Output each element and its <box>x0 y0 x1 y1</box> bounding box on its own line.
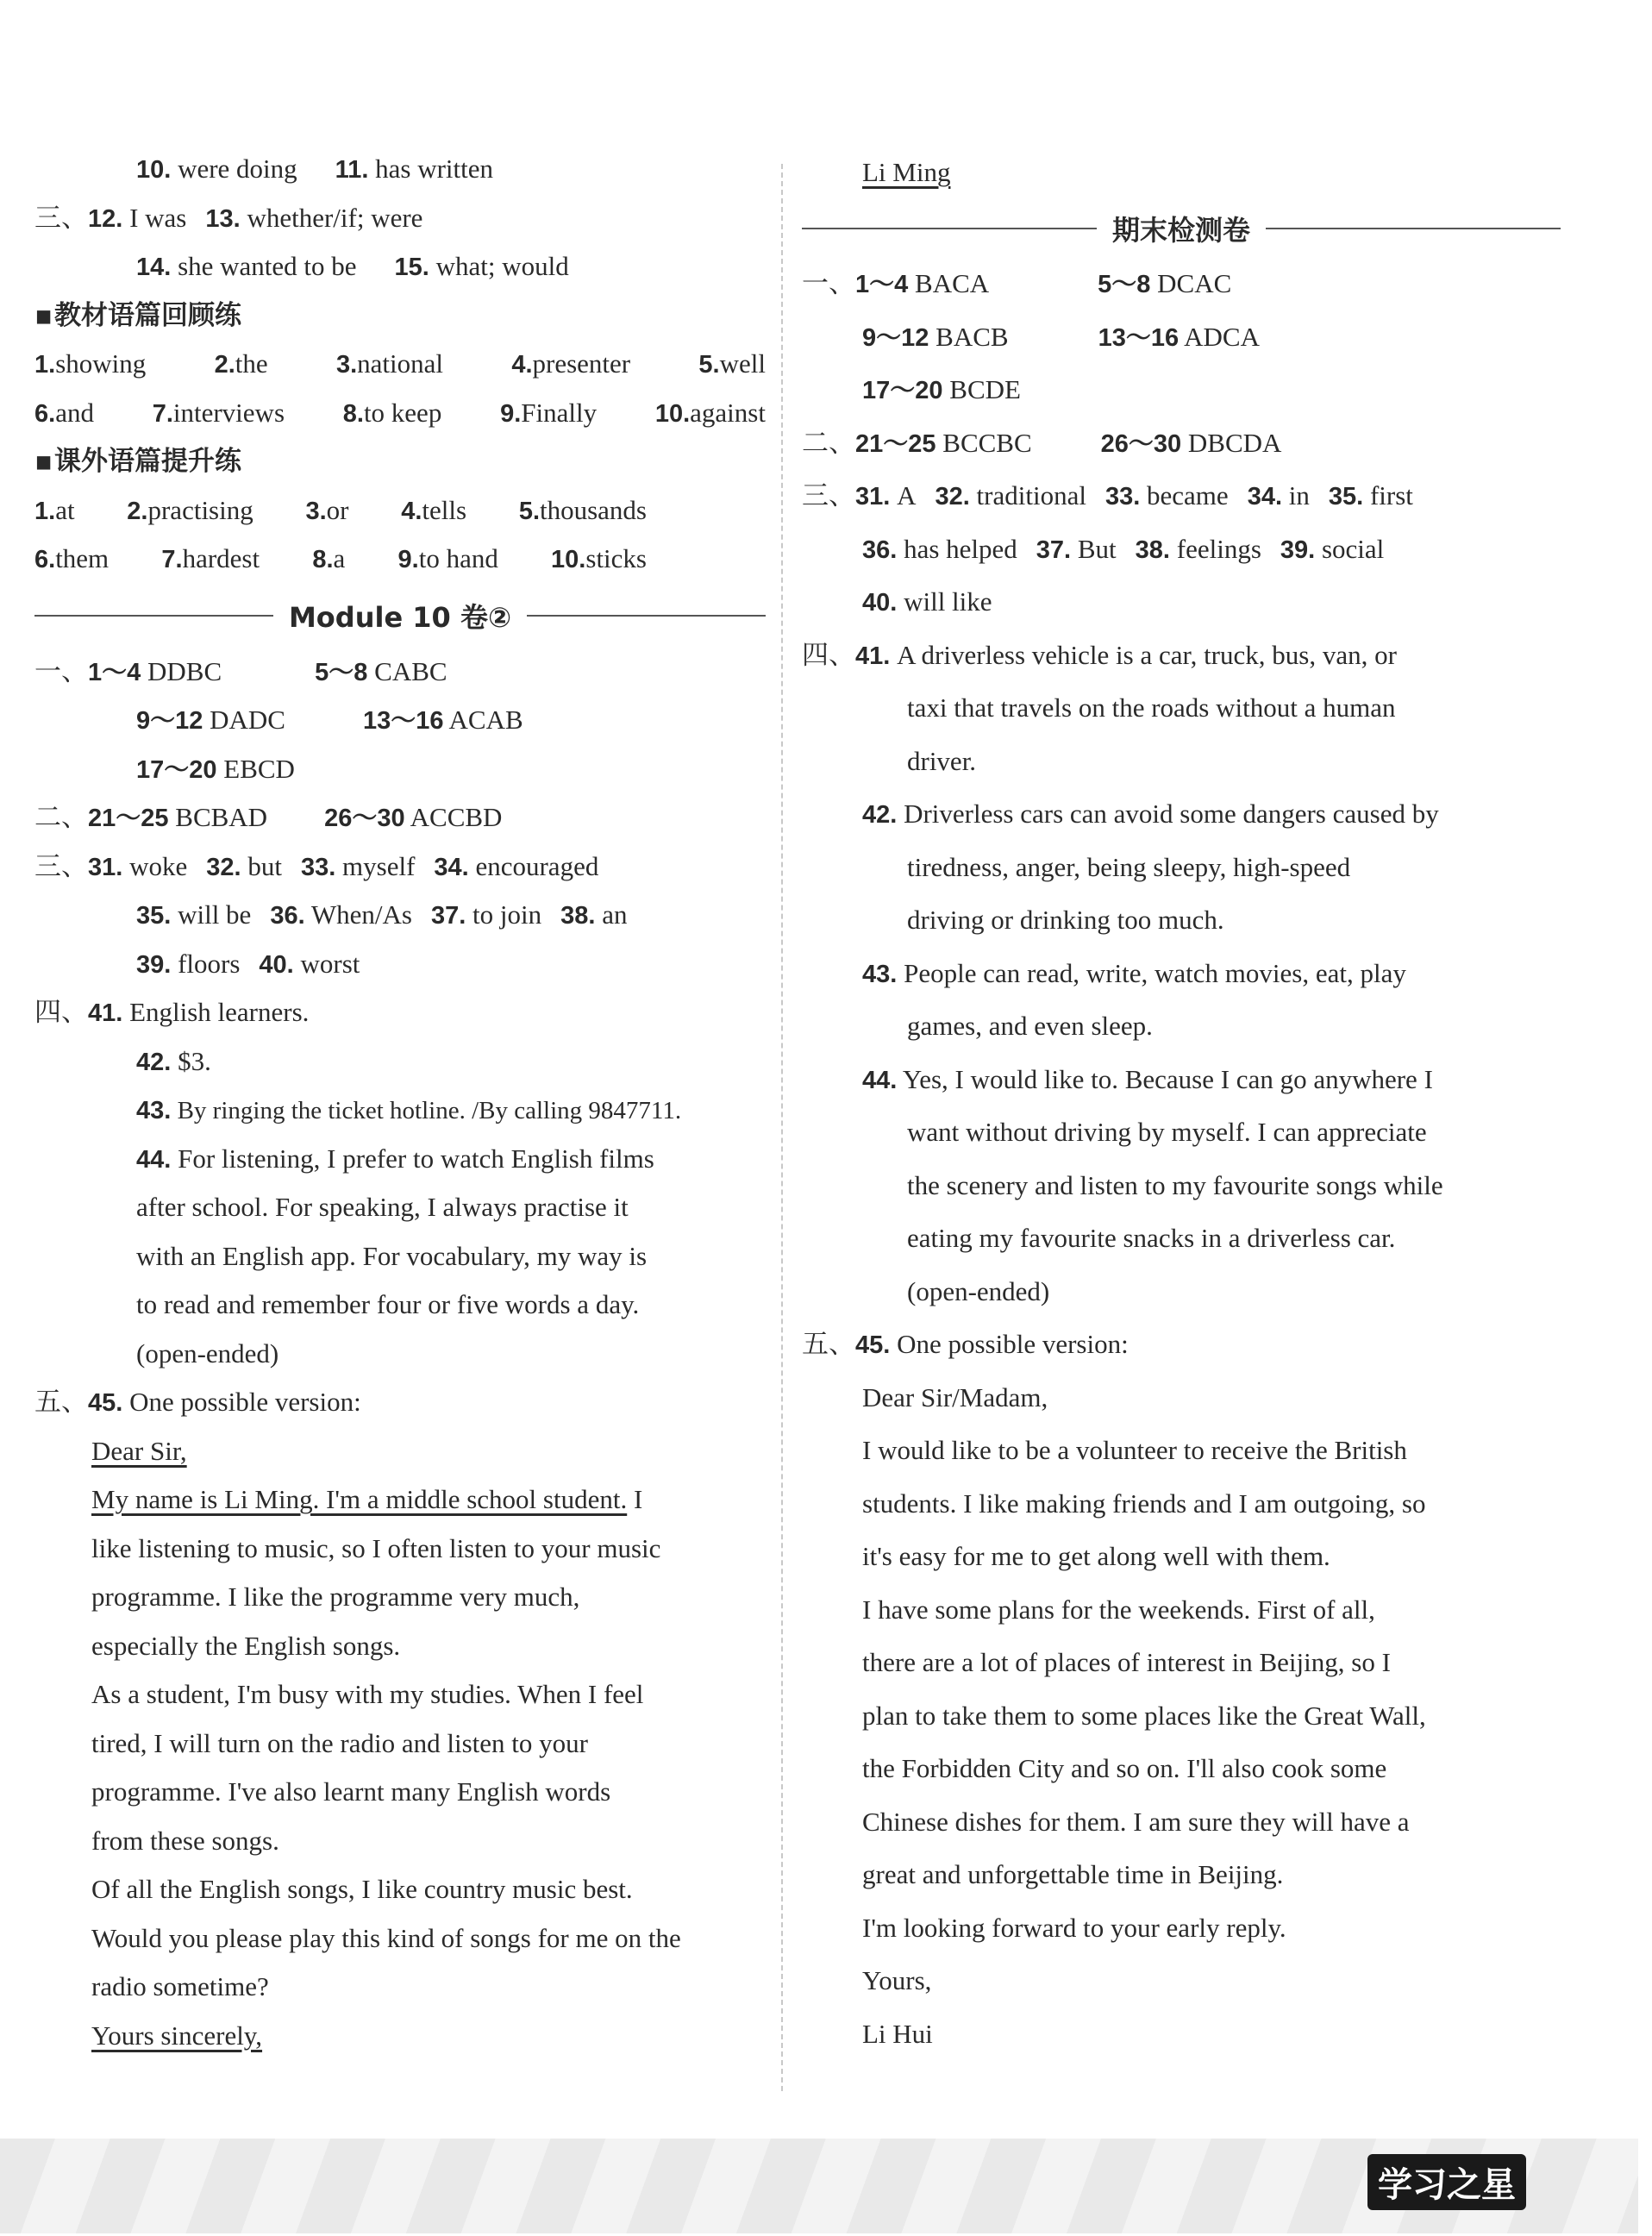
letter-text: I have some plans for the weekends. First of all, <box>862 1594 1375 1625</box>
letter-closing: Yours, <box>862 1965 932 1995</box>
letter-text: there are a lot of places of interest in Beijing, so I <box>862 1647 1391 1677</box>
answer-line: 6.them 7.hardest 8.a 9.to hand 10.sticks <box>34 543 647 573</box>
answer-text: the scenery and listen to my favourite songs while <box>907 1169 1443 1200</box>
answer-line: 五、45. One possible version: <box>34 1387 361 1417</box>
letter-closing: Yours sincerely, <box>91 2020 263 2051</box>
answer-line: 一、1～4 BACA 5～8 DCAC <box>802 268 1232 298</box>
answer-text: want without driving by myself. I can appreciate <box>907 1117 1427 1147</box>
brand-logo: 学习之星 <box>1367 2154 1526 2210</box>
section-heading-textbook-review: ▪ 教材语篇回顾练 <box>34 291 766 341</box>
letter-text: My name is Li Ming. I'm a middle school student. I <box>91 1484 643 1514</box>
answer-text: eating my favourite snacks in a driverless car. <box>907 1223 1396 1253</box>
letter-text: As a student, I'm busy with my studies. When I feel <box>91 1679 644 1709</box>
answer-line: 43. People can read, write, watch movies, eat, play <box>862 957 1406 988</box>
header-rule <box>34 615 273 617</box>
answer-line: 三、31. A 32. traditional 33. became 34. in 35. first <box>802 480 1413 510</box>
letter-text: Would you please play this kind of songs for me on the <box>91 1922 681 1953</box>
answer-line: 二、21～25 BCBAD 26～30 ACCBD <box>34 802 503 832</box>
answer-text: (open-ended) <box>136 1337 279 1369</box>
letter-text: students. I like making friends and I am outgoing, so <box>862 1488 1426 1519</box>
answer-text: after school. For speaking, I always practise it <box>136 1192 629 1222</box>
section-heading-extracurricular: ▪ 课外语篇提升练 <box>34 437 766 486</box>
letter-text: great and unforgettable time in Beijing. <box>862 1859 1284 1889</box>
answer-line: 一、1～4 DDBC 5～8 CABC <box>34 655 447 686</box>
answer-line: 35. will be 36. When/As 37. to join 38. an <box>136 899 628 930</box>
letter-text: like listening to music, so I often listen to your music <box>91 1532 661 1563</box>
answer-text: games, and even sleep. <box>907 1011 1153 1041</box>
letter-text: programme. I've also learnt many English words <box>91 1776 611 1807</box>
letter-text: Chinese dishes for them. I am sure they will have a <box>862 1806 1410 1837</box>
answer-line: 1.at 2.practising 3.or 4.tells 5.thousands <box>34 494 647 525</box>
answer-line: 17～20 EBCD <box>136 753 295 784</box>
answer-line: 40. will like <box>862 586 992 617</box>
right-column <box>802 145 1561 2060</box>
answer-text: driver. <box>907 745 977 776</box>
header-rule <box>802 228 1097 229</box>
answer-line: 44. Yes, I would like to. Because I can go anywhere I <box>862 1063 1433 1094</box>
answer-line: 44. For listening, I prefer to watch English films <box>136 1143 654 1174</box>
answer-line: 9～12 BACB 13～16 ADCA <box>862 321 1260 352</box>
answer-line: 1.showing 2.the 3.national 4.presenter 5.well <box>34 348 766 379</box>
answer-line: 五、45. One possible version: <box>802 1329 1129 1359</box>
letter-salutation: Dear Sir, <box>91 1435 187 1466</box>
letter-salutation: Dear Sir/Madam, <box>862 1381 1048 1412</box>
left-column <box>34 145 766 2060</box>
page-footer <box>0 2139 1638 2233</box>
answer-line: 39. floors 40. worst <box>136 948 360 979</box>
answer-line: 三、31. woke 32. but 33. myself 34. encouraged <box>34 850 599 881</box>
letter-text: I would like to be a volunteer to receive the British <box>862 1435 1407 1465</box>
letter-signature: Li Hui <box>862 2018 933 2049</box>
header-rule <box>1266 228 1561 229</box>
answer-line: 14. she wanted to be 15. what; would <box>136 251 569 281</box>
answer-text: tiredness, anger, being sleepy, high-speed <box>907 851 1351 882</box>
exam-header <box>802 200 1561 257</box>
module-header <box>34 584 766 648</box>
answer-text: (open-ended) <box>907 1275 1050 1306</box>
answer-line: 17～20 BCDE <box>862 374 1021 404</box>
answer-line: 42. $3. <box>136 1045 211 1076</box>
answer-line: 36. has helped 37. But 38. feelings 39. social <box>862 533 1385 564</box>
letter-text: plan to take them to some places like the Great Wall, <box>862 1700 1426 1731</box>
answer-text: with an English app. For vocabulary, my way is <box>136 1240 648 1271</box>
column-divider <box>781 164 783 2091</box>
letter-text: Of all the English songs, I like country music best. <box>91 1874 633 1904</box>
answer-text: driving or drinking too much. <box>907 905 1224 935</box>
answer-line: 43. By ringing the ticket hotline. /By calling 9847711. <box>136 1097 682 1124</box>
exam-title: 期末检测卷 <box>1112 214 1251 247</box>
answer-text: taxi that travels on the roads without a human <box>907 692 1396 723</box>
answer-text: to read and remember four or five words a day. <box>136 1289 640 1319</box>
letter-text: especially the English songs. <box>91 1630 401 1661</box>
answer-line: 三、12. I was 13. whether/if; were <box>34 202 423 233</box>
answer-line: 9～12 DADC 13～16 ACAB <box>136 705 523 735</box>
answer-line: 6.and 7.interviews 8.to keep 9.Finally 10.against <box>34 397 766 428</box>
letter-text: programme. I like the programme very much, <box>91 1581 580 1612</box>
letter-text: the Forbidden City and so on. I'll also cook some <box>862 1753 1387 1783</box>
answer-line: 四、41. English learners. <box>34 997 310 1027</box>
letter-text: tired, I will turn on the radio and listen to your <box>91 1727 588 1758</box>
letter-text: I'm looking forward to your early reply. <box>862 1912 1286 1943</box>
answer-line: 二、21～25 BCCBC 26～30 DBCDA <box>802 427 1282 458</box>
letter-text: it's easy for me to get along well with them. <box>862 1541 1330 1571</box>
letter-signature: Li Ming <box>862 157 951 187</box>
module-title: Module 10 卷② <box>288 600 512 634</box>
answer-line: 42. Driverless cars can avoid some dangers caused by <box>862 799 1439 829</box>
letter-text: radio sometime? <box>91 1971 269 2001</box>
answer-line: 10. were doing 11. has written <box>136 153 494 184</box>
header-rule <box>527 615 766 617</box>
answer-line: 四、41. A driverless vehicle is a car, truck, bus, van, or <box>802 639 1397 670</box>
letter-text: from these songs. <box>91 1825 279 1856</box>
